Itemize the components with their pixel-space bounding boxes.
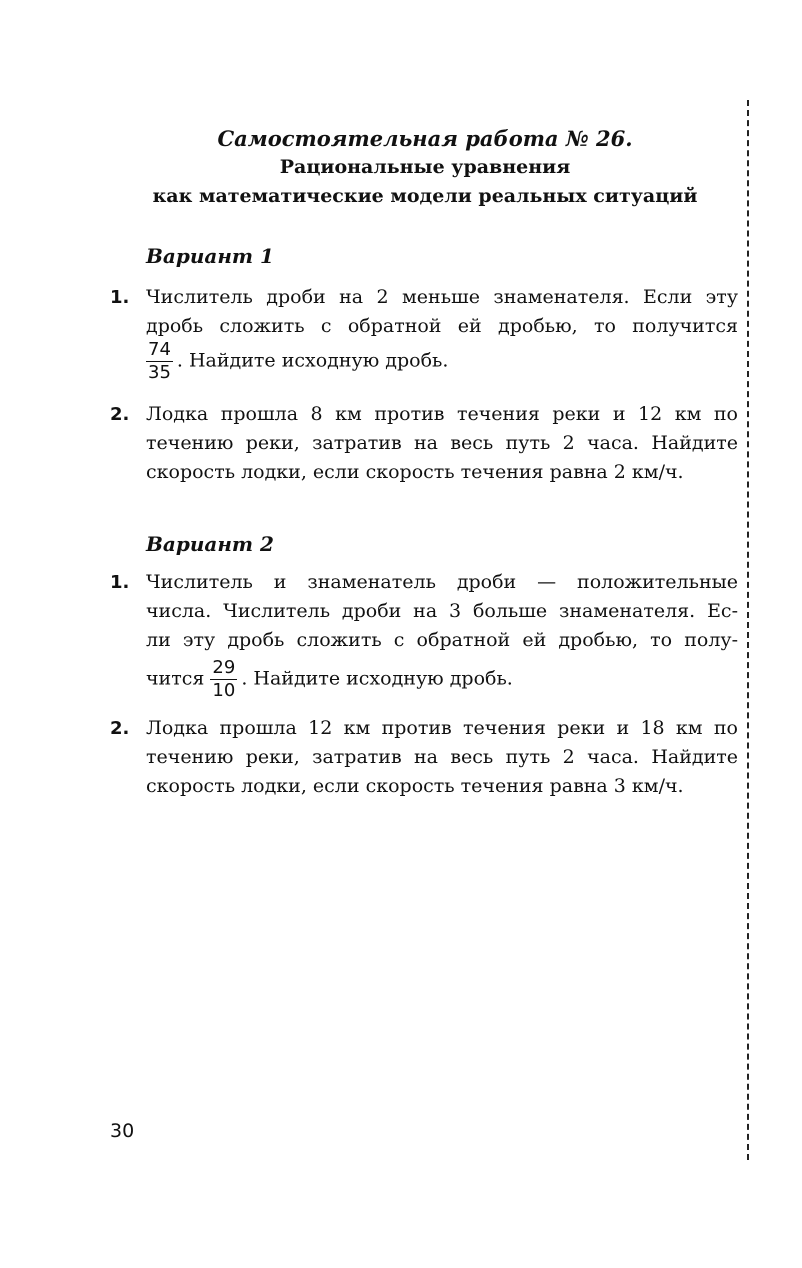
- task-number: 1.: [110, 572, 130, 593]
- topic-title-line2: как математические модели реальных ситуаций: [152, 185, 698, 207]
- task-line: Числитель и знаменатель дроби — положительные: [146, 571, 738, 593]
- fraction: [210, 657, 237, 702]
- task-line: дробь сложить с обратной ей дробью, то получится: [146, 315, 738, 337]
- fraction: [146, 339, 173, 384]
- task-text: [146, 400, 738, 487]
- task-number: 2.: [110, 404, 130, 425]
- task-text: [146, 568, 738, 702]
- task-number: 2.: [110, 718, 130, 739]
- fraction-denominator: 35: [148, 362, 171, 383]
- task-line: Лодка прошла 8 км против течения реки и 12 км по: [146, 403, 738, 425]
- worksheet-header: [110, 124, 740, 211]
- variant-2-title: Вариант 2: [146, 532, 274, 556]
- work-title: Самостоятельная работа № 26.: [217, 126, 633, 151]
- variant-2-task-2: [110, 714, 738, 801]
- variant-1-task-1: [110, 283, 738, 384]
- task-line-tail: . Найдите исходную дробь.: [241, 667, 513, 690]
- cut-line: [747, 100, 749, 1160]
- fraction-numerator: 29: [212, 657, 236, 678]
- task-line: течению реки, затратив на весь путь 2 часа. Найдите: [146, 432, 738, 454]
- task-line-tail: . Найдите исходную дробь.: [176, 349, 449, 372]
- variant-2-task-1: [110, 568, 738, 702]
- task-line: ли эту дробь сложить с обратной ей дробью, то полу-: [146, 629, 738, 651]
- task-line: числа. Числитель дроби на 3 больше знаменателя. Ес-: [146, 600, 738, 622]
- task-text: [146, 714, 738, 801]
- variant-1-task-2: [110, 400, 738, 487]
- task-line: течению реки, затратив на весь путь 2 часа. Найдите: [146, 746, 738, 768]
- page-number: 30: [110, 1120, 135, 1142]
- variant-1-title: Вариант 1: [146, 244, 274, 268]
- task-line-head: чится: [146, 667, 205, 690]
- task-line: Лодка прошла 12 км против течения реки и 18 км по: [146, 717, 738, 739]
- task-text: [146, 283, 738, 384]
- fraction-numerator: 74: [148, 339, 171, 360]
- task-line-with-fraction: [146, 339, 738, 384]
- task-number: 1.: [110, 287, 130, 308]
- task-line: скорость лодки, если скорость течения равна 3 км/ч.: [146, 775, 684, 797]
- topic-title-line1: Рациональные уравнения: [279, 156, 571, 178]
- fraction-denominator: 10: [212, 680, 236, 701]
- task-line-with-fraction: [146, 657, 738, 702]
- task-line: скорость лодки, если скорость течения равна 2 км/ч.: [146, 461, 684, 483]
- task-line: Числитель дроби на 2 меньше знаменателя. Если эту: [146, 286, 738, 308]
